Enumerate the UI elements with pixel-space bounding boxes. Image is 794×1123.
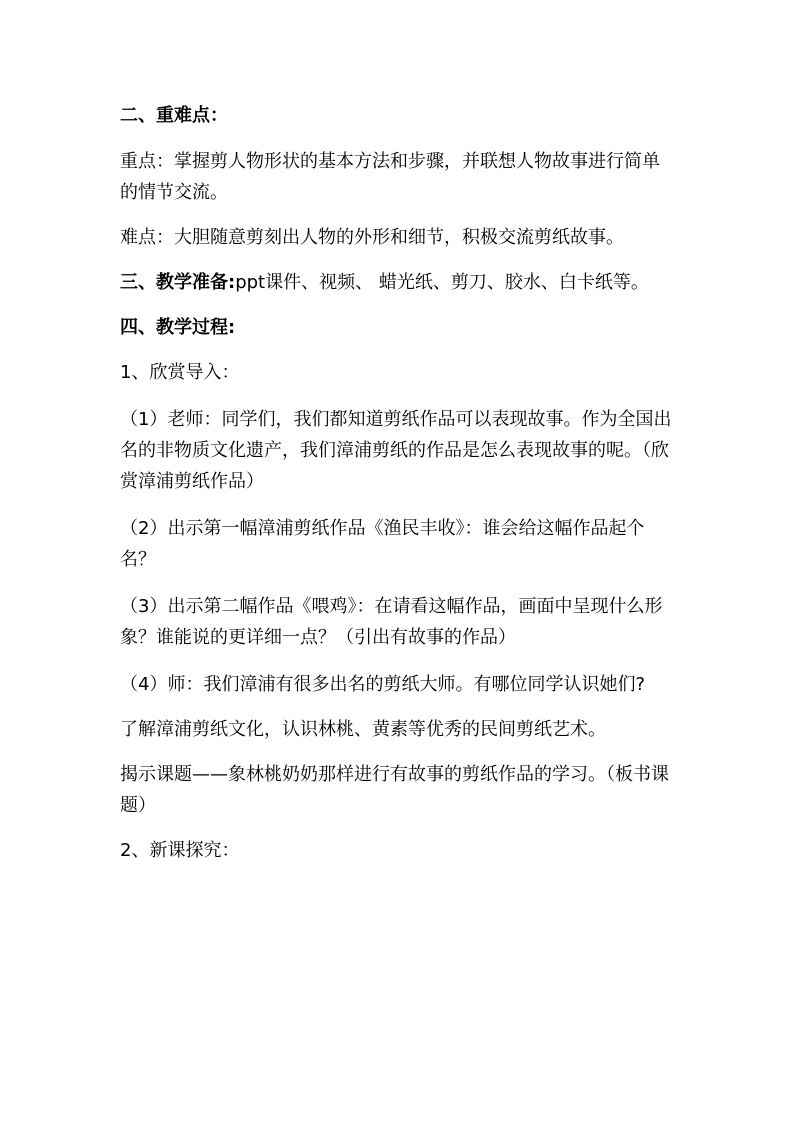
key-point-paragraph: 重点：掌握剪人物形状的基本方法和步骤，并联想人物故事进行简单的情节交流。 [120,151,660,203]
teaching-item-one: （1）老师：同学们，我们都知道剪纸作品可以表现故事。作为全国出名的非物质文化遗产，我们漳浦剪纸的作品是怎么表现故事的呢。（欣赏漳浦剪纸作品） [120,409,672,492]
document-body [120,100,676,866]
preparation-items: ppt课件、视频、 蜡光纸、剪刀、胶水、白卡纸等。 [235,272,649,293]
step-two-heading: 2、新课探究： [120,840,240,861]
section-three-label: 三、教学准备: [120,272,236,293]
step-one-heading: 1、欣赏导入： [120,362,240,383]
section-four-heading: 四、教学过程: [120,317,236,338]
topic-paragraph: 揭示课题——象林桃奶奶那样进行有故事的剪纸作品的学习。（板书课题） [120,764,669,816]
teaching-item-four: （4）师：我们漳浦有很多出名的剪纸大师。有哪位同学认识她们? [120,674,646,695]
teaching-item-three: （3）出示第二幅作品《喂鸡》：在请看这幅作品，画面中呈现什么形象？谁能说的更详细一点？（引出有故事的作品） [120,596,663,648]
culture-paragraph: 了解漳浦剪纸文化，认识林桃、黄素等优秀的民间剪纸艺术。 [120,719,606,740]
preparation-paragraph [120,267,676,298]
difficulty-paragraph: 难点：大胆随意剪刻出人物的外形和细节，积极交流剪纸故事。 [120,227,624,248]
teaching-item-two: （2）出示第一幅漳浦剪纸作品《渔民丰收》：谁会给这幅作品起个名？ [120,518,645,570]
section-two-heading: 二、重难点： [120,105,228,126]
